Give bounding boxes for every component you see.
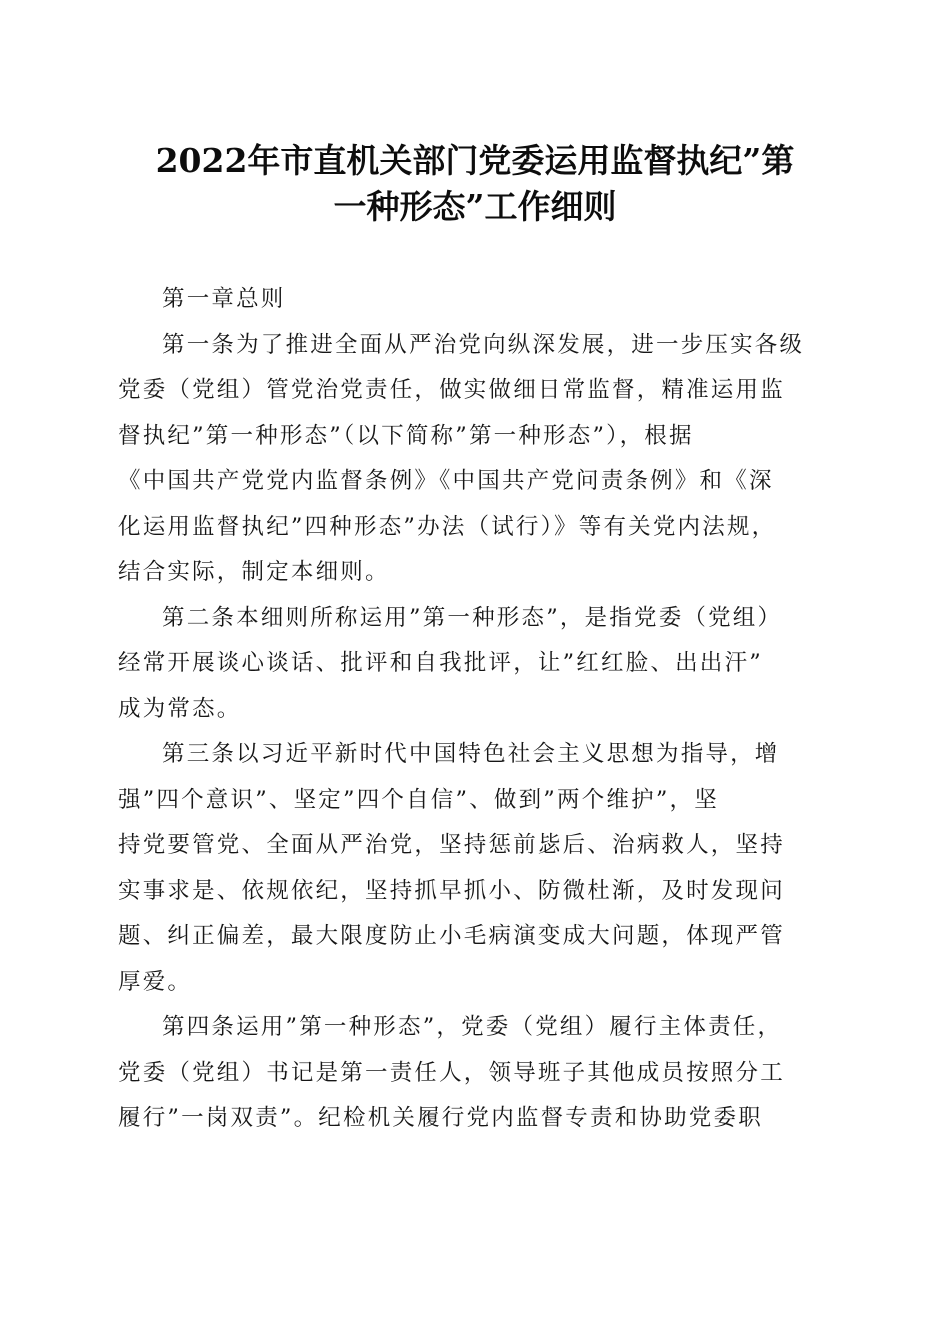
paragraph-line: 厚爱。 xyxy=(118,968,193,995)
paragraph-line: 实事求是、依规依纪，坚持抓早抓小、防微杜渐，及时发现问 xyxy=(118,877,785,904)
paragraph-line: 题、纠正偏差，最大限度防止小毛病演变成大问题，体现严管 xyxy=(118,923,785,949)
paragraph-line: 持党要管党、全面从严治党，坚持惩前毖后、治病救人，坚持 xyxy=(118,832,785,858)
paragraph-line: 第三条以习近平新时代中国特色社会主义思想为指导，增 xyxy=(162,741,780,767)
paragraph-line: 经常开展谈心谈话、批评和自我批评，让”红红脸、出出汗” xyxy=(118,650,763,676)
paragraph-line: 履行”一岗双责”。纪检机关履行党内监督专责和协助党委职 xyxy=(118,1105,763,1131)
chapter-heading: 第一章总则 xyxy=(162,286,286,312)
paragraph-line: 第二条本细则所称运用”第一种形态”，是指党委（党组） xyxy=(162,604,783,631)
title-line: 一种形态”工作细则 xyxy=(333,187,617,226)
document-body xyxy=(118,277,836,1142)
title-line: 2022年市直机关部门党委运用监督执纪”第 xyxy=(155,141,795,180)
paragraph-line: 督执纪”第一种形态”（以下简称”第一种形态”），根据 xyxy=(118,422,694,449)
paragraph-line: 结合实际，制定本细则。 xyxy=(118,559,390,585)
paragraph-line: 党委（党组）管党治党责任，做实做细日常监督，精准运用监 xyxy=(118,377,785,403)
document-title xyxy=(110,138,840,230)
paragraph-line: 第四条运用”第一种形态”，党委（党组）履行主体责任， xyxy=(162,1014,783,1040)
paragraph-line: 第一条为了推进全面从严治党向纵深发展，进一步压实各级 xyxy=(162,331,805,358)
paragraph-line: 《中国共产党党内监督条例》《中国共产党问责条例》和《深 xyxy=(118,468,774,494)
paragraph-line: 化运用监督执纪”四种形态”办法（试行）》等有关党内法规， xyxy=(118,513,777,540)
paragraph-line: 党委（党组）书记是第一责任人，领导班子其他成员按照分工 xyxy=(118,1059,785,1086)
paragraph-line: 成为常态。 xyxy=(118,695,242,722)
paragraph-line: 强”四个意识”、坚定”四个自信”、做到”两个维护”，坚 xyxy=(118,786,719,813)
